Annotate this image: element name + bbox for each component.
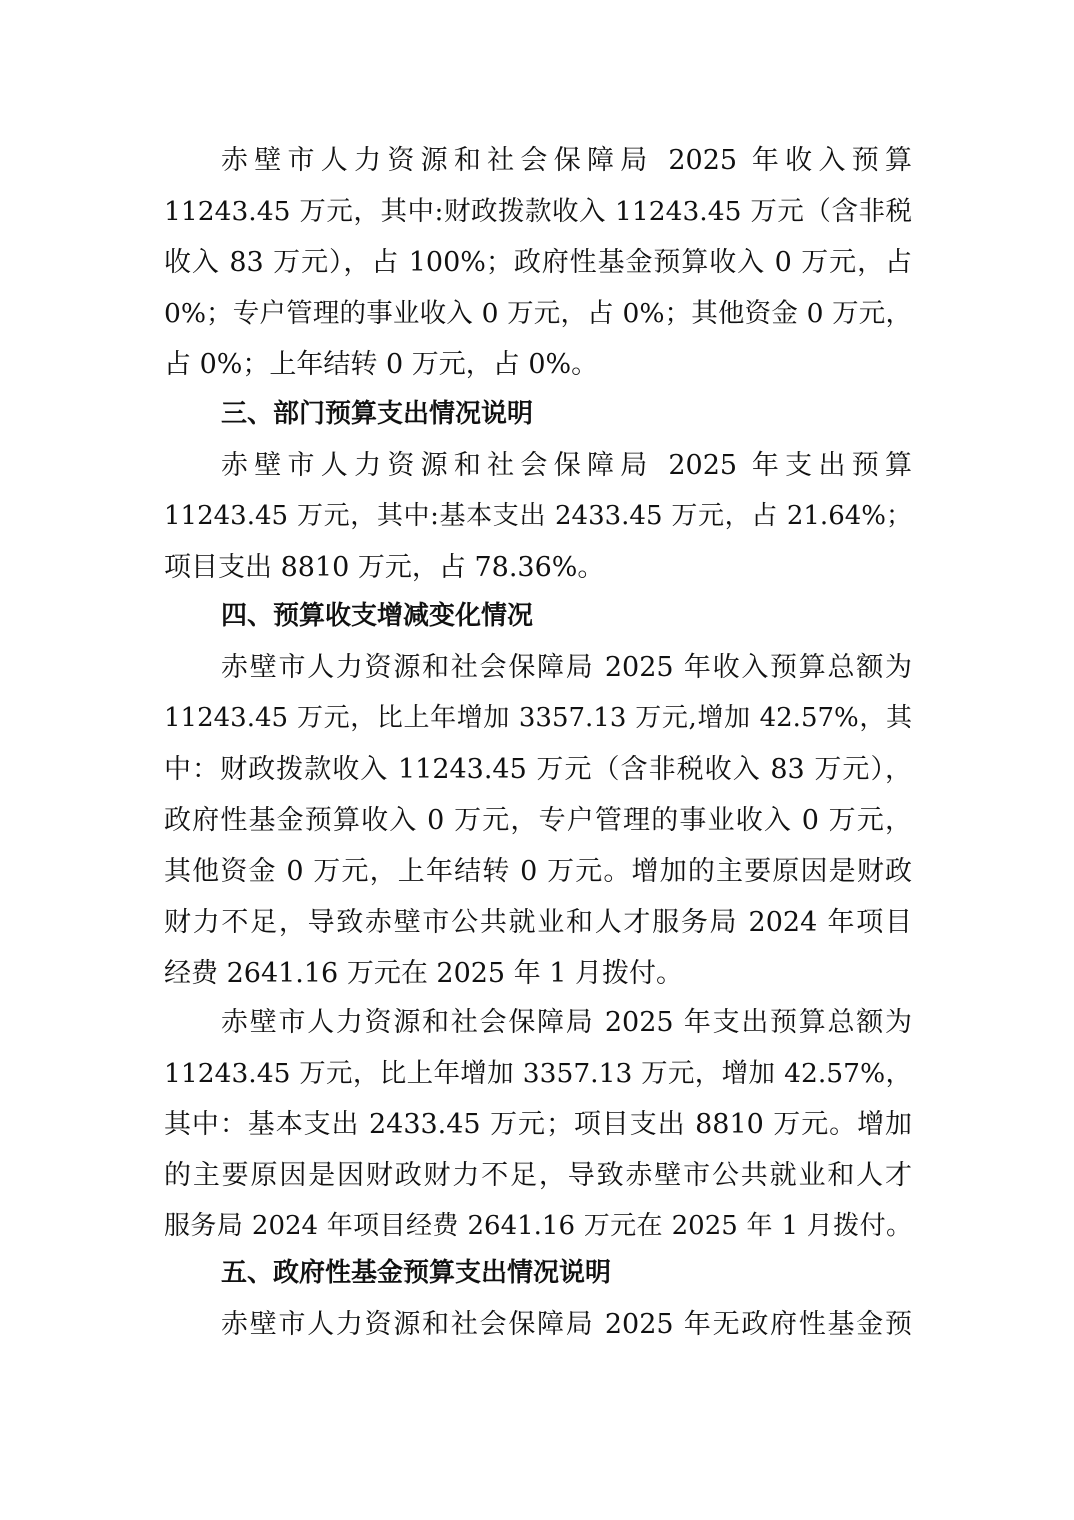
paragraph-income-budget <box>164 135 912 390</box>
text-line: 其中：基本支出 2433.45 万元；项目支出 8810 万元。增加 <box>164 1109 912 1140</box>
paragraph-expenditure-budget <box>164 440 912 593</box>
text-line: 经费 2641.16 万元在 2025 年 1 月拨付。 <box>164 958 684 989</box>
text-line: 0%；专户管理的事业收入 0 万元，占 0%；其他资金 0 万元， <box>164 298 912 329</box>
section-heading-change: 四、预算收支增减变化情况 <box>221 601 534 631</box>
text-line: 赤壁市人力资源和社会保障局 2025 年无政府性基金预 <box>221 1309 912 1340</box>
text-line: 收入 83 万元），占 100%；政府性基金预算收入 0 万元，占 <box>164 247 912 278</box>
text-line: 11243.45 万元，比上年增加 3357.13 万元,增加 42.57%，其 <box>164 703 912 733</box>
text-line: 11243.45 万元，其中:财政拨款收入 11243.45 万元（含非税 <box>164 196 912 227</box>
text-line: 的主要原因是因财政财力不足，导致赤壁市公共就业和人才 <box>164 1160 912 1191</box>
text-line: 占 0%；上年结转 0 万元，占 0%。 <box>164 349 599 380</box>
text-line: 赤壁市人力资源和社会保障局 2025 年收入预算 <box>221 145 912 176</box>
section-heading-expenditure: 三、部门预算支出情况说明 <box>221 399 534 429</box>
text-line: 赤壁市人力资源和社会保障局 2025 年支出预算总额为 <box>221 1007 912 1038</box>
paragraph-fund-budget <box>164 1299 912 1350</box>
text-line: 项目支出 8810 万元，占 78.36%。 <box>164 552 605 583</box>
text-line: 11243.45 万元，比上年增加 3357.13 万元，增加 42.57%， <box>164 1058 912 1089</box>
text-line: 其他资金 0 万元，上年结转 0 万元。增加的主要原因是财政 <box>164 856 912 887</box>
paragraph-income-change <box>164 642 912 999</box>
text-line: 赤壁市人力资源和社会保障局 2025 年收入预算总额为 <box>221 652 912 683</box>
text-line: 中：财政拨款收入 11243.45 万元（含非税收入 83 万元）， <box>164 754 912 785</box>
text-line: 赤壁市人力资源和社会保障局 2025 年支出预算 <box>221 450 912 481</box>
paragraph-expenditure-change <box>164 997 912 1252</box>
text-line: 政府性基金预算收入 0 万元，专户管理的事业收入 0 万元， <box>164 805 912 836</box>
section-heading-fund: 五、政府性基金预算支出情况说明 <box>221 1258 612 1288</box>
text-line: 财力不足，导致赤壁市公共就业和人才服务局 2024 年项目 <box>164 907 912 938</box>
text-line: 11243.45 万元，其中:基本支出 2433.45 万元，占 21.64%； <box>164 501 912 531</box>
text-line: 服务局 2024 年项目经费 2641.16 万元在 2025 年 1 月拨付。 <box>164 1211 912 1241</box>
